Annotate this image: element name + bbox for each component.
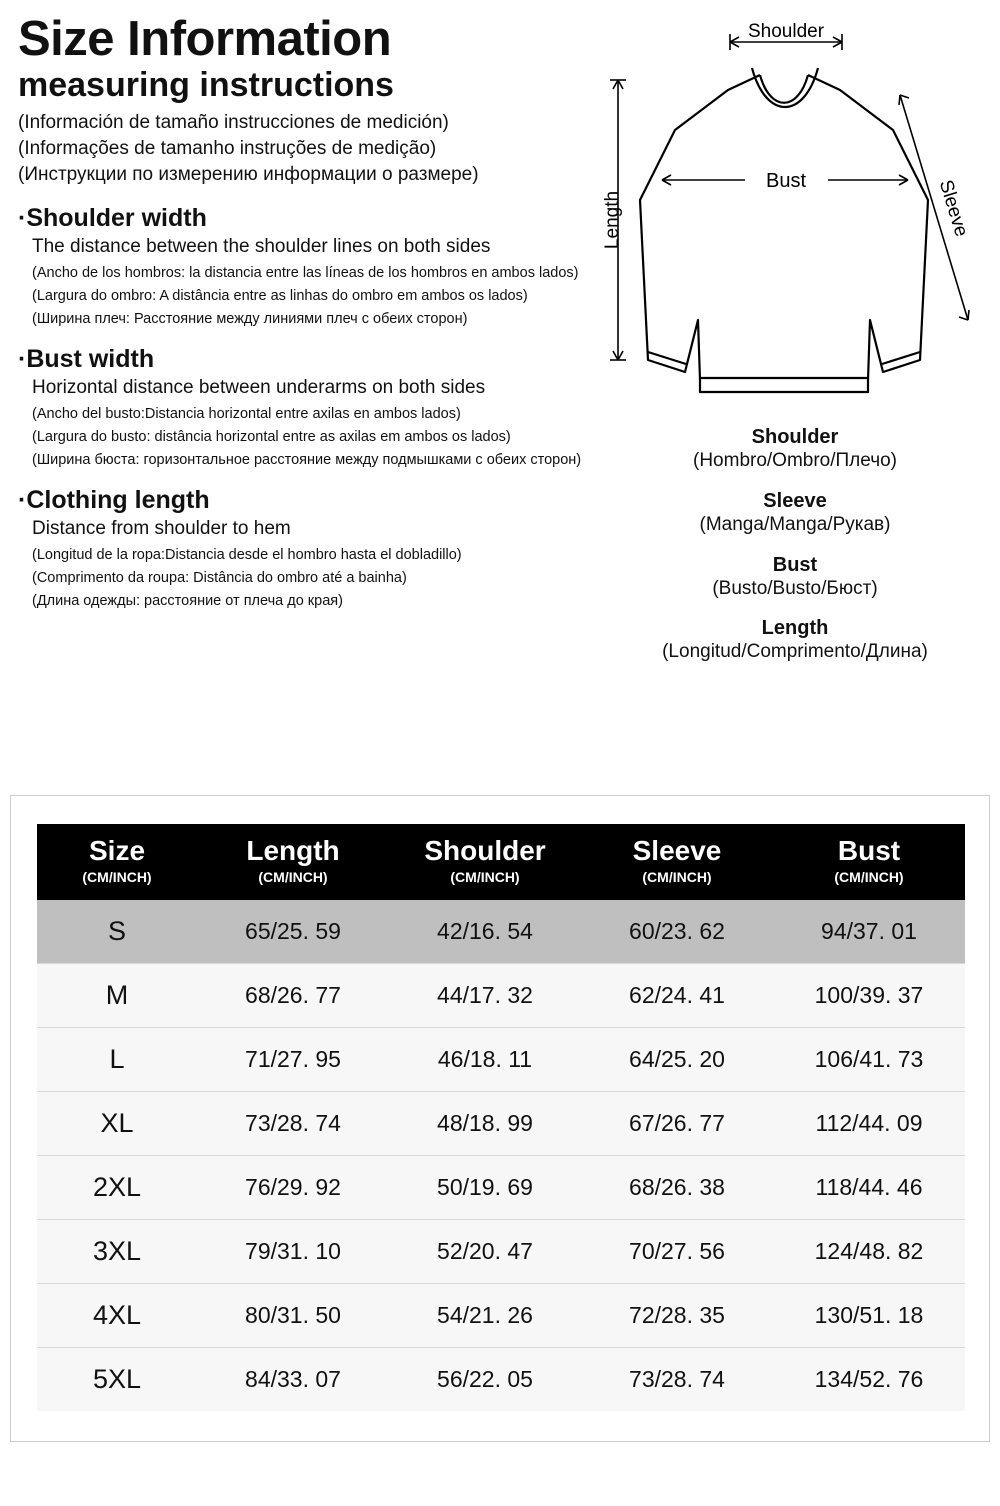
size-table [37,824,965,1411]
section-clothing-length [18,486,598,611]
section-title: ·Clothing length [18,486,210,515]
cell-length: 73/28. 74 [197,1091,389,1155]
cell-bust: 106/41. 73 [773,1027,965,1091]
column-header-bust [773,824,965,900]
column-unit: (CM/INCH) [258,868,328,885]
column-title: Size [88,835,146,866]
diagram-label-length: Length [602,190,623,250]
column-unit: (CM/INCH) [450,868,520,885]
legend [600,425,990,680]
legend-label: Shoulder [751,426,839,448]
column-title: Shoulder [424,835,546,866]
cell-shoulder: 56/22. 05 [389,1347,581,1411]
legend-item-length [600,616,990,664]
section-translation-pt: (Comprimento da roupa: Distância do ombro até a bainha) [32,569,407,586]
cell-shoulder: 46/18. 11 [389,1027,581,1091]
page-subtitle: measuring instructions [18,65,394,104]
legend-item-shoulder [600,425,990,473]
cell-size: XL [37,1091,197,1155]
cell-size: 2XL [37,1155,197,1219]
header-translation-ru: (Инструкции по измерению информации о размере) [18,164,479,186]
cell-bust: 134/52. 76 [773,1347,965,1411]
column-header-length [197,824,389,900]
cell-length: 84/33. 07 [197,1347,389,1411]
column-unit: (CM/INCH) [834,868,904,885]
cell-bust: 130/51. 18 [773,1283,965,1347]
section-description: Horizontal distance between underarms on both sides [32,376,486,398]
legend-translation: (Manga/Manga/Рукав) [699,513,891,535]
section-translation-ru: (Длина одежды: расстояние от плеча до края) [32,592,343,609]
instructions-column [18,14,598,615]
section-translation-es: (Ancho de los hombros: la distancia entre las líneas de los hombros en ambos lados) [32,264,579,281]
cell-sleeve: 60/23. 62 [581,900,773,964]
table-row [37,963,965,1027]
section-translation-ru: (Ширина бюста: горизонтальное расстояние между подмышками с обеих сторон) [32,451,582,468]
size-table-header [37,824,965,900]
cell-size: 4XL [37,1283,197,1347]
cell-shoulder: 42/16. 54 [389,900,581,964]
cell-bust: 100/39. 37 [773,963,965,1027]
section-translation-pt: (Largura do ombro: A distância entre as linhas do ombro em ambos os lados) [32,287,528,304]
cell-size: M [37,963,197,1027]
garment-diagram [600,20,990,440]
section-description: The distance between the shoulder lines on both sides [32,236,491,258]
column-unit: (CM/INCH) [82,868,152,885]
table-row [37,1283,965,1347]
page-title: Size Information [18,12,392,66]
column-header-shoulder [389,824,581,900]
diagram-label-shoulder: Shoulder [747,21,825,42]
legend-translation: (Hombro/Ombro/Плечо) [693,450,897,471]
table-row [37,1027,965,1091]
cell-sleeve: 62/24. 41 [581,963,773,1027]
column-title: Length [246,835,340,866]
table-row [37,900,965,964]
section-translation-es: (Ancho del busto:Distancia horizontal entre axilas en ambos lados) [32,405,461,422]
cell-bust: 94/37. 01 [773,900,965,964]
column-title: Bust [837,835,901,866]
cell-length: 80/31. 50 [197,1283,389,1347]
legend-label: Length [761,617,829,640]
cell-sleeve: 64/25. 20 [581,1027,773,1091]
table-row [37,1219,965,1283]
section-translation-pt: (Largura do busto: distância horizontal entre as axilas em ambos os lados) [32,428,511,445]
column-header-sleeve [581,824,773,900]
section-shoulder-width [18,204,598,329]
diagram-label-sleeve: Sleeve [934,177,972,240]
table-row [37,1091,965,1155]
diagram-label-bust: Bust [765,170,807,192]
cell-length: 79/31. 10 [197,1219,389,1283]
cell-bust: 124/48. 82 [773,1219,965,1283]
section-title: ·Bust width [18,345,155,374]
legend-label: Sleeve [763,489,827,512]
cell-bust: 112/44. 09 [773,1091,965,1155]
cell-shoulder: 52/20. 47 [389,1219,581,1283]
cell-length: 65/25. 59 [197,900,389,964]
header-translation-es: (Información de tamaño instrucciones de medición) [18,111,449,133]
cell-shoulder: 48/18. 99 [389,1091,581,1155]
column-header-size [37,824,197,900]
cell-sleeve: 73/28. 74 [581,1347,773,1411]
section-translation-es: (Longitud de la ropa:Distancia desde el hombro hasta el dobladillo) [32,546,462,563]
cell-length: 68/26. 77 [197,963,389,1027]
cell-shoulder: 50/19. 69 [389,1155,581,1219]
cell-bust: 118/44. 46 [773,1155,965,1219]
cell-length: 71/27. 95 [197,1027,389,1091]
section-translation-ru: (Ширина плеч: Расстояние между линиями плеч с обеих сторон) [32,311,468,328]
size-table-body [37,900,965,1411]
legend-translation: (Longitud/Comprimento/Длина) [662,641,928,663]
legend-item-sleeve [600,489,990,537]
header-translation-pt: (Informações de tamanho instruções de medição) [18,137,437,159]
cell-sleeve: 67/26. 77 [581,1091,773,1155]
header-row [37,824,965,900]
cell-size: 5XL [37,1347,197,1411]
size-table-container [10,795,990,1442]
cell-shoulder: 44/17. 32 [389,963,581,1027]
section-bust-width [18,345,598,470]
table-row [37,1347,965,1411]
cell-size: L [37,1027,197,1091]
column-unit: (CM/INCH) [642,868,712,885]
cell-size: S [37,900,197,964]
section-description: Distance from shoulder to hem [32,517,291,539]
cell-length: 76/29. 92 [197,1155,389,1219]
cell-shoulder: 54/21. 26 [389,1283,581,1347]
table-row [37,1155,965,1219]
cell-sleeve: 70/27. 56 [581,1219,773,1283]
section-title: ·Shoulder width [18,204,207,233]
cell-sleeve: 72/28. 35 [581,1283,773,1347]
cell-sleeve: 68/26. 38 [581,1155,773,1219]
column-title: Sleeve [632,835,722,866]
legend-translation: (Busto/Busto/Бюст) [712,577,878,599]
legend-label: Bust [772,553,818,576]
cell-size: 3XL [37,1219,197,1283]
legend-item-bust [600,553,990,601]
